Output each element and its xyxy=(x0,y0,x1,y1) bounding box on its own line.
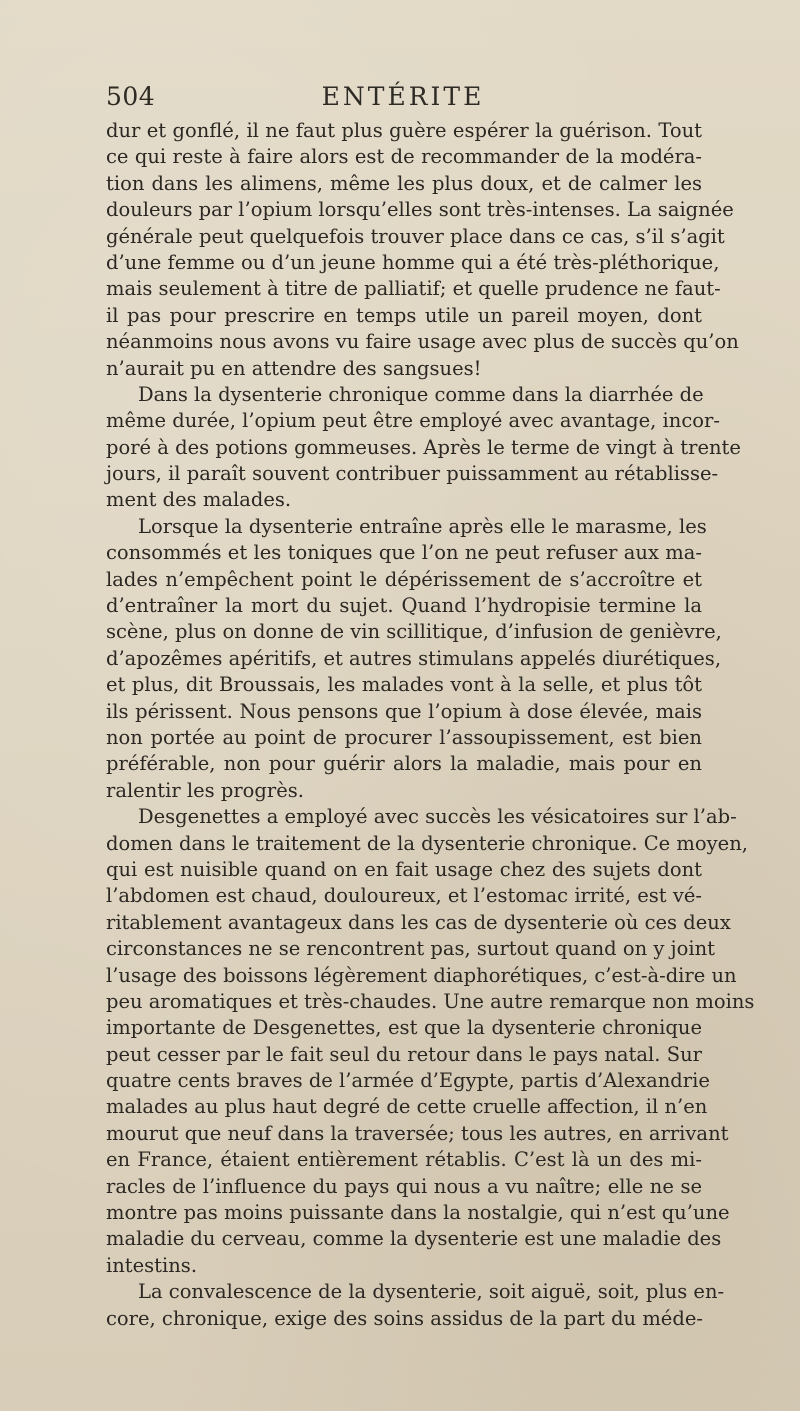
text-line: importante de Desgenettes, est que la dysenterie chronique xyxy=(106,1016,702,1040)
text-line: domen dans le traitement de la dysenterie chronique. Ce moyen, xyxy=(106,831,748,855)
text-line: mais seulement à titre de palliatif; et quelle prudence ne faut- xyxy=(106,277,721,301)
text-line: d’une femme ou d’un jeune homme qui a été très-pléthorique, xyxy=(106,250,720,274)
text-line: qui est nuisible quand on en fait usage chez des sujets dont xyxy=(106,857,702,881)
text-line: core, chronique, exige des soins assidus de la part du méde- xyxy=(106,1306,703,1330)
text-line: racles de l’influence du pays qui nous a vu naître; elle ne se xyxy=(106,1174,702,1198)
text-line: maladie du cerveau, comme la dysenterie est une maladie des xyxy=(106,1227,722,1251)
text-line: jours, il paraît souvent contribuer puissamment au rétablisse- xyxy=(106,462,719,486)
text-line: n’aurait pu en attendre des sangsues! xyxy=(106,356,482,380)
text-line: l’usage des boissons légèrement diaphorétiques, c’est-à-dire un xyxy=(106,963,737,987)
text-line: et plus, dit Broussais, les malades vont à la selle, et plus tôt xyxy=(106,673,702,697)
text-line: non portée au point de procurer l’assoupissement, est bien xyxy=(106,725,702,749)
text-line: d’entraîner la mort du sujet. Quand l’hydropisie termine la xyxy=(106,594,702,618)
text-line: circonstances ne se rencontrent pas, surtout quand on y joint xyxy=(106,937,715,961)
text-line: La convalescence de la dysenterie, soit aiguë, soit, plus en- xyxy=(138,1280,725,1304)
text-line: en France, étaient entièrement rétablis. C’est là un des mi- xyxy=(106,1148,702,1172)
text-line: montre pas moins puissante dans la nostalgie, qui n’est qu’une xyxy=(106,1201,730,1225)
text-line: consommés et les toniques que l’on ne peut refuser aux ma- xyxy=(106,541,702,565)
text-line: d’apozêmes apéritifs, et autres stimulans appelés diurétiques, xyxy=(106,646,722,670)
text-line: ralentir les progrès. xyxy=(106,778,304,802)
text-line: Lorsque la dysenterie entraîne après elle le marasme, les xyxy=(138,514,707,538)
page-number: 504 xyxy=(106,82,156,111)
text-line: il pas pour prescrire en temps utile un pareil moyen, dont xyxy=(106,303,702,327)
running-title: ENTÉRITE xyxy=(321,82,485,111)
text-line: douleurs par l’opium lorsqu’elles sont très-intenses. La saignée xyxy=(106,198,734,222)
text-line: préférable, non pour guérir alors la maladie, mais pour en xyxy=(106,752,702,776)
page-header xyxy=(106,80,700,114)
text-line: néanmoins nous avons vu faire usage avec plus de succès qu’on xyxy=(106,330,739,354)
text-line: l’abdomen est chaud, douloureux, et l’estomac irrité, est vé- xyxy=(106,884,702,908)
text-line: générale peut quelquefois trouver place dans ce cas, s’il s’agit xyxy=(106,224,725,248)
text-line: poré à des potions gommeuses. Après le terme de vingt à trente xyxy=(106,435,741,459)
text-line: Desgenettes a employé avec succès les vésicatoires sur l’ab- xyxy=(138,805,737,829)
text-line: dur et gonflé, il ne faut plus guère espérer la guérison. Tout xyxy=(106,119,702,142)
text-line: ment des malades. xyxy=(106,488,292,512)
text-line: ritablement avantageux dans les cas de dysenterie où ces deux xyxy=(106,910,731,934)
text-line: intestins. xyxy=(106,1253,198,1277)
text-line: même durée, l’opium peut être employé avec avantage, incor- xyxy=(106,409,720,433)
text-line: lades n’empêchent point le dépérissement de s’accroître et xyxy=(106,567,702,591)
body-text xyxy=(106,118,755,1332)
text-line: quatre cents braves de l’armée d’Egypte, partis d’Alexandrie xyxy=(106,1069,710,1093)
text-line: ils périssent. Nous pensons que l’opium à dose élevée, mais xyxy=(106,699,702,723)
text-line: Dans la dysenterie chronique comme dans la diarrhée de xyxy=(138,382,704,406)
text-line: mourut que neuf dans la traversée; tous les autres, en arrivant xyxy=(106,1121,729,1145)
text-line: peut cesser par le fait seul du retour dans le pays natal. Sur xyxy=(106,1042,702,1066)
text-line: tion dans les alimens, même les plus doux, et de calmer les xyxy=(106,171,702,195)
text-line: ce qui reste à faire alors est de recommander de la modéra- xyxy=(106,145,702,169)
text-line: scène, plus on donne de vin scillitique, d’infusion de genièvre, xyxy=(106,620,722,644)
text-line: peu aromatiques et très-chaudes. Une autre remarque non moins xyxy=(106,989,755,1013)
text-line: malades au plus haut degré de cette cruelle affection, il n’en xyxy=(106,1095,708,1119)
